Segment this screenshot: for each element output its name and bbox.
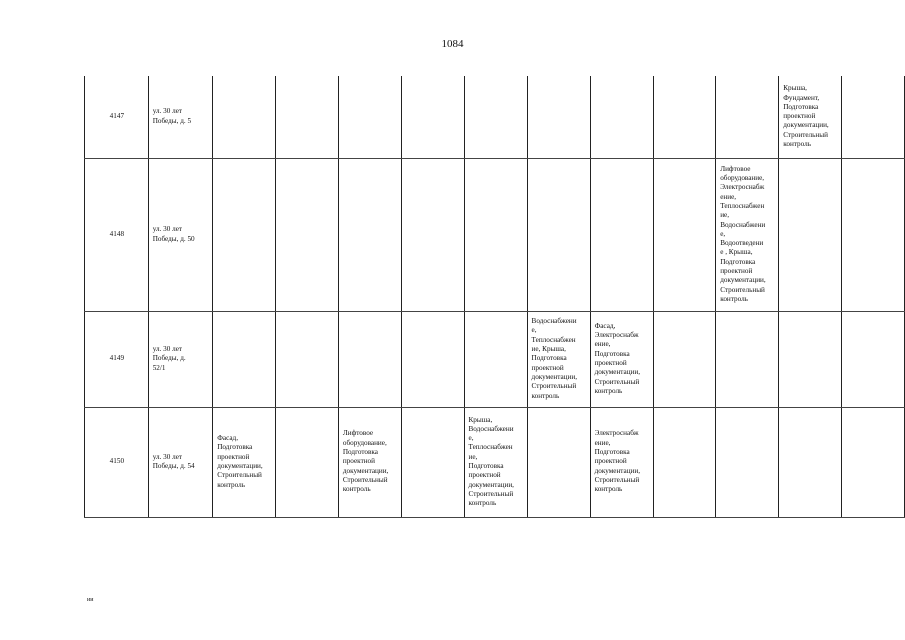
table-row: [85, 76, 905, 158]
footer-mark: ии: [87, 597, 94, 603]
work-cell: [653, 311, 716, 407]
work-cell: [653, 407, 716, 517]
work-cell: [716, 407, 779, 517]
work-cell: Лифтовое оборудование, Электроснабж ение, Теплоснабжен ие, Водоснабжени е, Водоотведени е , Крыша, Подготовка проектной документации, Строительный контроль: [716, 158, 779, 311]
work-cell: [527, 76, 590, 158]
work-cell: Фасад, Подготовка проектной документации, Строительный контроль: [213, 407, 276, 517]
work-cell: [590, 76, 653, 158]
work-cell: Фасад, Электроснабж ение, Подготовка проектной документации, Строительный контроль: [590, 311, 653, 407]
work-cell: [527, 158, 590, 311]
work-cell: [842, 158, 905, 311]
row-number: 4148: [85, 158, 149, 311]
work-cell: [213, 158, 276, 311]
work-cell: [842, 311, 905, 407]
works-table: [84, 76, 905, 518]
table-row: [85, 158, 905, 311]
work-cell: [401, 158, 464, 311]
address-cell: ул. 30 лет Победы, д. 5: [148, 76, 213, 158]
work-cell: [779, 407, 842, 517]
table-row: [85, 407, 905, 517]
work-cell: Крыша, Фундамент, Подготовка проектной документации, Строительный контроль: [779, 76, 842, 158]
work-cell: [338, 76, 401, 158]
work-cell: [653, 158, 716, 311]
work-cell: [590, 158, 653, 311]
work-cell: Электроснабж ение, Подготовка проектной документации, Строительный контроль: [590, 407, 653, 517]
page-number: 1084: [441, 38, 464, 50]
work-cell: [464, 311, 527, 407]
address-cell: ул. 30 лет Победы, д. 52/1: [148, 311, 213, 407]
work-cell: [276, 76, 339, 158]
row-number: 4149: [85, 311, 149, 407]
address-cell: ул. 30 лет Победы, д. 54: [148, 407, 213, 517]
work-cell: [464, 76, 527, 158]
row-number: 4147: [85, 76, 149, 158]
work-cell: [842, 407, 905, 517]
work-cell: Крыша, Водоснабжени е, Теплоснабжен ие, Подготовка проектной документации, Строительный контроль: [464, 407, 527, 517]
work-cell: [213, 76, 276, 158]
work-cell: [276, 158, 339, 311]
work-cell: [401, 76, 464, 158]
work-cell: [842, 76, 905, 158]
work-cell: [464, 158, 527, 311]
work-cell: [716, 76, 779, 158]
work-cell: [213, 311, 276, 407]
work-cell: [276, 407, 339, 517]
work-cell: [401, 407, 464, 517]
row-number: 4150: [85, 407, 149, 517]
work-cell: [338, 311, 401, 407]
work-cell: [527, 407, 590, 517]
work-cell: [401, 311, 464, 407]
work-cell: Водоснабжени е, Теплоснабжен ие, Крыша, Подготовка проектной документации, Строительный контроль: [527, 311, 590, 407]
work-cell: [338, 158, 401, 311]
work-cell: Лифтовое оборудование, Подготовка проектной документации, Строительный контроль: [338, 407, 401, 517]
work-cell: [779, 311, 842, 407]
work-cell: [653, 76, 716, 158]
address-cell: ул. 30 лет Победы, д. 50: [148, 158, 213, 311]
work-cell: [276, 311, 339, 407]
work-cell: [716, 311, 779, 407]
table-row: [85, 311, 905, 407]
work-cell: [779, 158, 842, 311]
